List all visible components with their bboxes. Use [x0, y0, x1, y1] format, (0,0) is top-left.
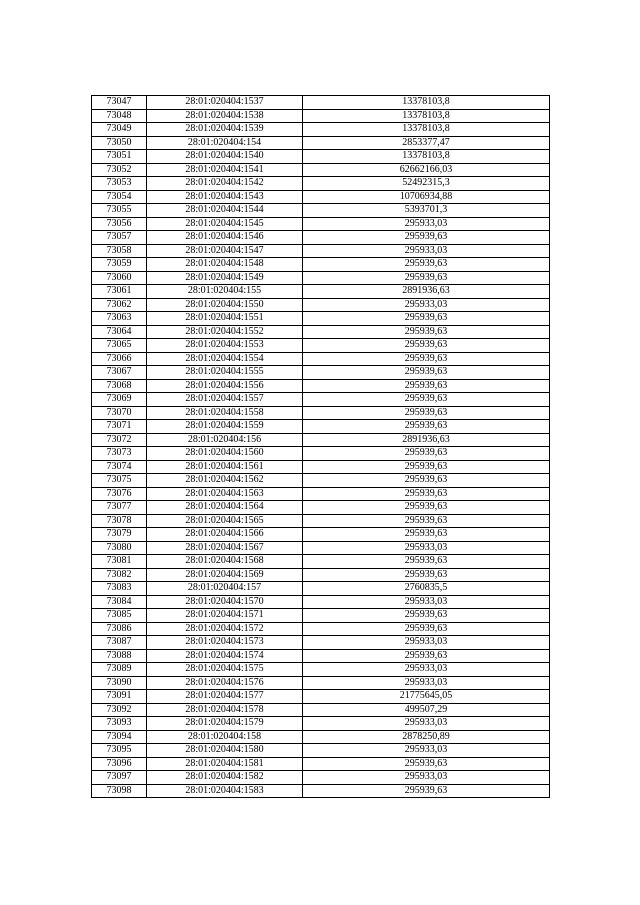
cadastral-number-cell: 28:01:020404:1553 [147, 339, 303, 353]
cadastral-number-cell: 28:01:020404:1572 [147, 622, 303, 636]
cadastral-number-cell: 28:01:020404:1558 [147, 406, 303, 420]
cadastral-value-cell: 295939,63 [303, 609, 550, 623]
row-number-cell: 73092 [92, 703, 147, 717]
row-number-cell: 73075 [92, 474, 147, 488]
row-number-cell: 73072 [92, 433, 147, 447]
row-number-cell: 73085 [92, 609, 147, 623]
cadastral-value-cell: 295933,03 [303, 217, 550, 231]
cadastral-value-cell: 295939,63 [303, 366, 550, 380]
cadastral-value-cell: 295939,63 [303, 568, 550, 582]
row-number-cell: 73078 [92, 514, 147, 528]
cadastral-value-cell: 499507,29 [303, 703, 550, 717]
cadastral-number-cell: 28:01:020404:1582 [147, 771, 303, 785]
row-number-cell: 73066 [92, 352, 147, 366]
table-row [92, 366, 550, 380]
table-row [92, 217, 550, 231]
row-number-cell: 73076 [92, 487, 147, 501]
row-number-cell: 73068 [92, 379, 147, 393]
cadastral-value-cell: 295939,63 [303, 231, 550, 245]
cadastral-number-cell: 28:01:020404:1569 [147, 568, 303, 582]
cadastral-value-cell: 295933,03 [303, 244, 550, 258]
cadastral-value-cell: 295939,63 [303, 460, 550, 474]
row-number-cell: 73094 [92, 730, 147, 744]
cadastral-value-cell: 295933,03 [303, 744, 550, 758]
table-row [92, 649, 550, 663]
table-row [92, 231, 550, 245]
cadastral-value-cell: 295939,63 [303, 555, 550, 569]
cadastral-number-cell: 28:01:020404:1571 [147, 609, 303, 623]
cadastral-number-cell: 28:01:020404:1551 [147, 312, 303, 326]
row-number-cell: 73054 [92, 190, 147, 204]
row-number-cell: 73089 [92, 663, 147, 677]
cadastral-number-cell: 28:01:020404:1565 [147, 514, 303, 528]
cadastral-number-cell: 28:01:020404:1554 [147, 352, 303, 366]
cadastral-number-cell: 28:01:020404:1568 [147, 555, 303, 569]
row-number-cell: 73067 [92, 366, 147, 380]
table-row [92, 123, 550, 137]
table-row [92, 582, 550, 596]
row-number-cell: 73098 [92, 784, 147, 798]
row-number-cell: 73064 [92, 325, 147, 339]
cadastral-value-cell: 295933,03 [303, 298, 550, 312]
table-row [92, 717, 550, 731]
row-number-cell: 73055 [92, 204, 147, 218]
cadastral-value-cell: 295933,03 [303, 541, 550, 555]
row-number-cell: 73047 [92, 96, 147, 110]
cadastral-value-cell: 295939,63 [303, 757, 550, 771]
cadastral-value-cell: 10706934,88 [303, 190, 550, 204]
table-row [92, 622, 550, 636]
cadastral-value-cell: 295939,63 [303, 312, 550, 326]
table-row [92, 784, 550, 798]
cadastral-value-cell: 295939,63 [303, 393, 550, 407]
row-number-cell: 73090 [92, 676, 147, 690]
cadastral-value-cell: 2853377,47 [303, 136, 550, 150]
cadastral-number-cell: 28:01:020404:1560 [147, 447, 303, 461]
cadastral-number-cell: 28:01:020404:1581 [147, 757, 303, 771]
cadastral-number-cell: 28:01:020404:1566 [147, 528, 303, 542]
cadastral-number-cell: 28:01:020404:1546 [147, 231, 303, 245]
table-row [92, 177, 550, 191]
row-number-cell: 73060 [92, 271, 147, 285]
cadastral-value-cell: 295939,63 [303, 379, 550, 393]
row-number-cell: 73062 [92, 298, 147, 312]
cadastral-number-cell: 28:01:020404:1576 [147, 676, 303, 690]
row-number-cell: 73050 [92, 136, 147, 150]
cadastral-value-cell: 295939,63 [303, 487, 550, 501]
row-number-cell: 73086 [92, 622, 147, 636]
cadastral-value-cell: 13378103,8 [303, 109, 550, 123]
table-row [92, 433, 550, 447]
table-row [92, 271, 550, 285]
cadastral-value-cell: 2878250,89 [303, 730, 550, 744]
cadastral-number-cell: 28:01:020404:1539 [147, 123, 303, 137]
cadastral-value-cell: 2760835,5 [303, 582, 550, 596]
cadastral-value-cell: 295933,03 [303, 771, 550, 785]
cadastral-number-cell: 28:01:020404:1556 [147, 379, 303, 393]
row-number-cell: 73070 [92, 406, 147, 420]
row-number-cell: 73048 [92, 109, 147, 123]
table-row [92, 204, 550, 218]
cadastral-number-cell: 28:01:020404:1579 [147, 717, 303, 731]
cadastral-value-cell: 295939,63 [303, 649, 550, 663]
table-row [92, 487, 550, 501]
table-row [92, 528, 550, 542]
table-row [92, 636, 550, 650]
table-row [92, 609, 550, 623]
table-row [92, 514, 550, 528]
row-number-cell: 73061 [92, 285, 147, 299]
table-row [92, 757, 550, 771]
cadastral-value-cell: 295939,63 [303, 622, 550, 636]
cadastral-number-cell: 28:01:020404:158 [147, 730, 303, 744]
row-number-cell: 73059 [92, 258, 147, 272]
cadastral-value-cell: 295939,63 [303, 514, 550, 528]
row-number-cell: 73052 [92, 163, 147, 177]
table-row [92, 109, 550, 123]
cadastral-value-cell: 13378103,8 [303, 150, 550, 164]
table-row [92, 379, 550, 393]
cadastral-number-cell: 28:01:020404:1575 [147, 663, 303, 677]
row-number-cell: 73065 [92, 339, 147, 353]
row-number-cell: 73084 [92, 595, 147, 609]
cadastral-value-cell: 295933,03 [303, 636, 550, 650]
table-row [92, 541, 550, 555]
cadastral-value-cell: 295933,03 [303, 595, 550, 609]
table-row [92, 406, 550, 420]
cadastral-value-cell: 295939,63 [303, 339, 550, 353]
cadastral-number-cell: 28:01:020404:1561 [147, 460, 303, 474]
cadastral-number-cell: 28:01:020404:1559 [147, 420, 303, 434]
row-number-cell: 73088 [92, 649, 147, 663]
cadastral-number-cell: 28:01:020404:1545 [147, 217, 303, 231]
cadastral-number-cell: 28:01:020404:1538 [147, 109, 303, 123]
cadastral-value-cell: 62662166,03 [303, 163, 550, 177]
table-row [92, 568, 550, 582]
table-row [92, 244, 550, 258]
row-number-cell: 73058 [92, 244, 147, 258]
cadastral-number-cell: 28:01:020404:1550 [147, 298, 303, 312]
cadastral-value-cell: 295939,63 [303, 501, 550, 515]
row-number-cell: 73095 [92, 744, 147, 758]
table-row [92, 447, 550, 461]
table-row [92, 96, 550, 110]
cadastral-value-cell: 2891936,63 [303, 433, 550, 447]
cadastral-number-cell: 28:01:020404:1549 [147, 271, 303, 285]
table-row [92, 298, 550, 312]
table-row [92, 312, 550, 326]
cadastral-number-cell: 28:01:020404:1540 [147, 150, 303, 164]
table-row [92, 676, 550, 690]
table-row [92, 703, 550, 717]
cadastral-value-cell: 295939,63 [303, 258, 550, 272]
cadastral-value-cell: 295939,63 [303, 420, 550, 434]
cadastral-number-cell: 28:01:020404:1557 [147, 393, 303, 407]
cadastral-number-cell: 28:01:020404:1543 [147, 190, 303, 204]
cadastral-number-cell: 28:01:020404:1562 [147, 474, 303, 488]
row-number-cell: 73083 [92, 582, 147, 596]
row-number-cell: 73080 [92, 541, 147, 555]
row-number-cell: 73063 [92, 312, 147, 326]
table-body [92, 96, 550, 798]
cadastral-number-cell: 28:01:020404:1574 [147, 649, 303, 663]
cadastral-value-cell: 295939,63 [303, 406, 550, 420]
table-row [92, 150, 550, 164]
cadastral-number-cell: 28:01:020404:1541 [147, 163, 303, 177]
row-number-cell: 73091 [92, 690, 147, 704]
table-row [92, 690, 550, 704]
cadastral-number-cell: 28:01:020404:1563 [147, 487, 303, 501]
cadastral-value-cell: 52492315,3 [303, 177, 550, 191]
table-row [92, 285, 550, 299]
cadastral-number-cell: 28:01:020404:157 [147, 582, 303, 596]
cadastral-number-cell: 28:01:020404:1537 [147, 96, 303, 110]
table-row [92, 595, 550, 609]
cadastral-number-cell: 28:01:020404:1580 [147, 744, 303, 758]
cadastral-value-cell: 295933,03 [303, 676, 550, 690]
table-row [92, 555, 550, 569]
table-row [92, 663, 550, 677]
table-row [92, 258, 550, 272]
cadastral-value-cell: 295933,03 [303, 663, 550, 677]
row-number-cell: 73093 [92, 717, 147, 731]
cadastral-value-cell: 295933,03 [303, 717, 550, 731]
cadastral-value-cell: 295939,63 [303, 271, 550, 285]
cadastral-value-cell: 295939,63 [303, 325, 550, 339]
cadastral-value-cell: 295939,63 [303, 352, 550, 366]
row-number-cell: 73096 [92, 757, 147, 771]
table-row [92, 730, 550, 744]
cadastral-value-cell: 13378103,8 [303, 96, 550, 110]
table-row [92, 474, 550, 488]
cadastral-number-cell: 28:01:020404:1577 [147, 690, 303, 704]
table-row [92, 325, 550, 339]
cadastral-value-cell: 13378103,8 [303, 123, 550, 137]
row-number-cell: 73057 [92, 231, 147, 245]
row-number-cell: 73077 [92, 501, 147, 515]
cadastral-value-table [91, 95, 550, 798]
cadastral-number-cell: 28:01:020404:1573 [147, 636, 303, 650]
cadastral-value-cell: 5393701,3 [303, 204, 550, 218]
cadastral-number-cell: 28:01:020404:1564 [147, 501, 303, 515]
cadastral-number-cell: 28:01:020404:155 [147, 285, 303, 299]
row-number-cell: 73071 [92, 420, 147, 434]
cadastral-value-cell: 21775645,05 [303, 690, 550, 704]
table-row [92, 460, 550, 474]
row-number-cell: 73079 [92, 528, 147, 542]
table-row [92, 136, 550, 150]
cadastral-number-cell: 28:01:020404:1542 [147, 177, 303, 191]
cadastral-number-cell: 28:01:020404:1570 [147, 595, 303, 609]
cadastral-number-cell: 28:01:020404:1544 [147, 204, 303, 218]
row-number-cell: 73073 [92, 447, 147, 461]
table-row [92, 744, 550, 758]
cadastral-number-cell: 28:01:020404:1555 [147, 366, 303, 380]
table-row [92, 420, 550, 434]
cadastral-value-cell: 2891936,63 [303, 285, 550, 299]
cadastral-number-cell: 28:01:020404:154 [147, 136, 303, 150]
table-row [92, 352, 550, 366]
table-row [92, 393, 550, 407]
cadastral-number-cell: 28:01:020404:1552 [147, 325, 303, 339]
cadastral-value-cell: 295939,63 [303, 528, 550, 542]
table-row [92, 501, 550, 515]
table-row [92, 339, 550, 353]
row-number-cell: 73082 [92, 568, 147, 582]
cadastral-number-cell: 28:01:020404:1567 [147, 541, 303, 555]
cadastral-number-cell: 28:01:020404:156 [147, 433, 303, 447]
cadastral-number-cell: 28:01:020404:1578 [147, 703, 303, 717]
row-number-cell: 73051 [92, 150, 147, 164]
row-number-cell: 73053 [92, 177, 147, 191]
row-number-cell: 73069 [92, 393, 147, 407]
cadastral-value-cell: 295939,63 [303, 784, 550, 798]
table-row [92, 163, 550, 177]
cadastral-number-cell: 28:01:020404:1547 [147, 244, 303, 258]
row-number-cell: 73074 [92, 460, 147, 474]
row-number-cell: 73081 [92, 555, 147, 569]
cadastral-value-cell: 295939,63 [303, 474, 550, 488]
row-number-cell: 73056 [92, 217, 147, 231]
row-number-cell: 73087 [92, 636, 147, 650]
table-row [92, 771, 550, 785]
cadastral-number-cell: 28:01:020404:1583 [147, 784, 303, 798]
row-number-cell: 73049 [92, 123, 147, 137]
cadastral-number-cell: 28:01:020404:1548 [147, 258, 303, 272]
row-number-cell: 73097 [92, 771, 147, 785]
cadastral-value-cell: 295939,63 [303, 447, 550, 461]
table-row [92, 190, 550, 204]
